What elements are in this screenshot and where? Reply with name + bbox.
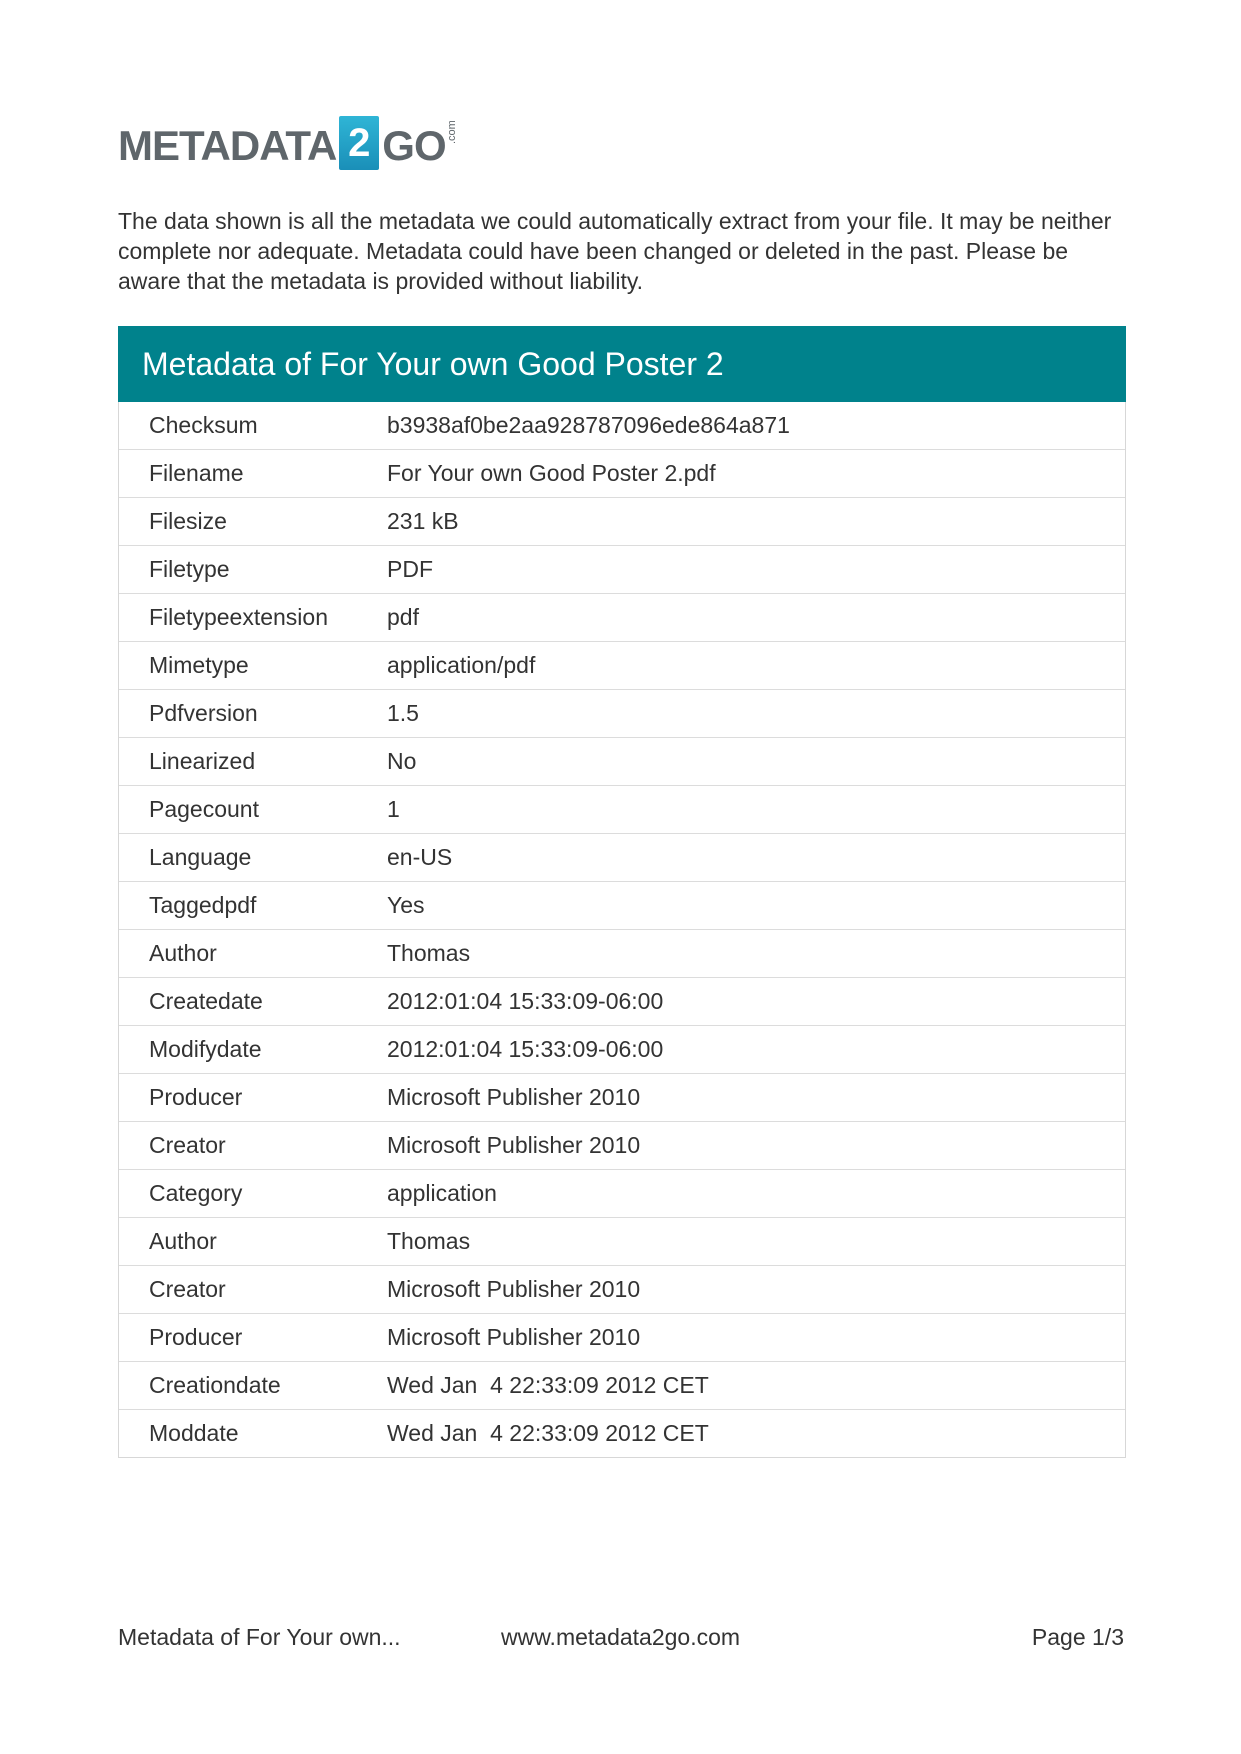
metadata-table <box>118 326 1126 1458</box>
row-key: Filesize <box>149 508 227 534</box>
row-value: application/pdf <box>387 652 536 678</box>
table-row <box>119 498 1125 546</box>
table-row <box>119 1122 1125 1170</box>
row-key: Mimetype <box>149 652 249 678</box>
row-key: Filetype <box>149 556 230 582</box>
table-row <box>119 1362 1125 1410</box>
row-key: Checksum <box>149 412 258 438</box>
row-value: 231 kB <box>387 508 459 534</box>
logo-text-com: .com <box>445 120 458 144</box>
metadata2go-logo <box>118 116 458 176</box>
row-key: Linearized <box>149 748 256 774</box>
row-key: Filename <box>149 460 244 486</box>
row-key: Filetypeextension <box>149 604 328 630</box>
table-row <box>119 978 1125 1026</box>
table-row <box>119 1218 1125 1266</box>
row-value: No <box>387 748 417 774</box>
row-key: Producer <box>149 1084 243 1110</box>
table-row <box>119 834 1125 882</box>
table-row <box>119 930 1125 978</box>
table-row <box>119 546 1125 594</box>
table-title: Metadata of For Your own Good Poster 2 <box>142 345 724 382</box>
table-row <box>119 1170 1125 1218</box>
row-key: Category <box>149 1180 243 1206</box>
table-row <box>119 1074 1125 1122</box>
table-row <box>119 402 1125 450</box>
row-value: pdf <box>387 604 419 630</box>
row-key: Author <box>149 940 217 966</box>
page-footer <box>118 1624 1124 1654</box>
row-value: 2012:01:04 15:33:09-06:00 <box>387 1036 664 1062</box>
row-value: 1 <box>387 796 400 822</box>
table-row <box>119 594 1125 642</box>
logo-badge-2: 2 <box>339 116 379 170</box>
row-key: Pagecount <box>149 796 259 822</box>
row-key: Language <box>149 844 252 870</box>
row-key: Producer <box>149 1324 243 1350</box>
row-value: Microsoft Publisher 2010 <box>387 1084 641 1110</box>
row-value: For Your own Good Poster 2.pdf <box>387 460 716 486</box>
table-row <box>119 882 1125 930</box>
row-value: Thomas <box>387 940 471 966</box>
table-row <box>119 1026 1125 1074</box>
row-key: Moddate <box>149 1420 239 1446</box>
logo-text-metadata: METADATA <box>118 122 337 169</box>
row-value: b3938af0be2aa928787096ede864a871 <box>387 412 790 438</box>
row-value: Microsoft Publisher 2010 <box>387 1276 641 1302</box>
footer-document-title: Metadata of For Your own... <box>118 1624 401 1650</box>
table-header <box>118 326 1126 402</box>
row-value: Microsoft Publisher 2010 <box>387 1132 641 1158</box>
row-value: 2012:01:04 15:33:09-06:00 <box>387 988 664 1014</box>
row-key: Creator <box>149 1276 226 1302</box>
disclaimer-text: The data shown is all the metadata we could automatically extract from your file. It may be neither complete nor adequate. Metadata could have been changed or deleted in the past. Please be aware that the metadata is provided without liability. <box>118 208 1112 294</box>
table-row <box>119 1314 1125 1362</box>
table-row <box>119 1266 1125 1314</box>
row-value: Microsoft Publisher 2010 <box>387 1324 641 1350</box>
table-row <box>119 1410 1125 1457</box>
row-key: Author <box>149 1228 217 1254</box>
row-key: Taggedpdf <box>149 892 257 918</box>
logo-text-go: GO <box>382 122 446 169</box>
row-value: Wed Jan 4 22:33:09 2012 CET <box>387 1372 709 1398</box>
row-value: en-US <box>387 844 453 870</box>
table-row <box>119 642 1125 690</box>
row-key: Creator <box>149 1132 226 1158</box>
table-row <box>119 690 1125 738</box>
row-value: Wed Jan 4 22:33:09 2012 CET <box>387 1420 709 1446</box>
row-key: Pdfversion <box>149 700 258 726</box>
row-value: PDF <box>387 556 433 582</box>
table-row <box>119 450 1125 498</box>
footer-page-number: Page 1/3 <box>1031 1624 1124 1650</box>
row-value: 1.5 <box>387 700 419 726</box>
row-key: Modifydate <box>149 1036 262 1062</box>
row-value: Thomas <box>387 1228 471 1254</box>
footer-website-link[interactable]: www.metadata2go.com <box>501 1624 741 1650</box>
row-key: Creationdate <box>149 1372 281 1398</box>
table-row <box>119 786 1125 834</box>
row-value: application <box>387 1180 497 1206</box>
table-row <box>119 738 1125 786</box>
metadata-rows <box>119 402 1125 1457</box>
row-value: Yes <box>387 892 425 918</box>
row-key: Createdate <box>149 988 263 1014</box>
